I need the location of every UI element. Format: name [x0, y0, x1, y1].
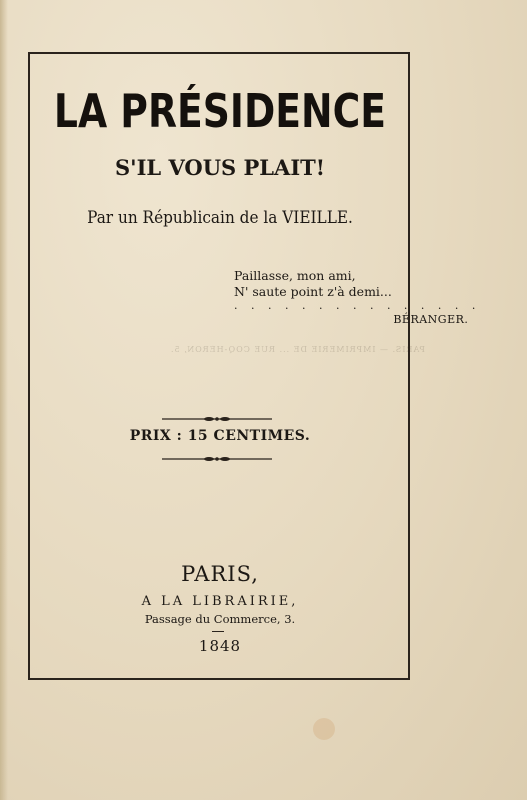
author-byline: Par un Républicain de la VIEILLE. — [87, 208, 353, 228]
epigraph-ellipsis: . . . . . . . . . . . . . . . — [234, 299, 481, 312]
imprint-city: PARIS, — [181, 562, 259, 586]
ornament-rule-bottom — [162, 456, 272, 462]
book-title: LA PRÉSIDENCE — [53, 84, 387, 138]
show-through-text: PARIS. — IMPRIMERIE DE ... RUE COQ-HÉRON, 5. — [170, 345, 425, 354]
book-subtitle: S'IL VOUS PLAIT! — [114, 155, 326, 180]
ornament-rule-top — [162, 416, 272, 422]
paper-stain — [313, 718, 335, 740]
imprint-address: Passage du Commerce, 3. — [144, 612, 296, 626]
page-edge-shadow — [0, 0, 8, 800]
price-label: PRIX : 15 CENTIMES. — [129, 428, 311, 444]
imprint-publisher: A LA LIBRAIRIE, — [141, 594, 299, 609]
epigraph-line-1: Paillasse, mon ami, — [234, 268, 356, 283]
epigraph-line-2: N' saute point z'à demi... — [234, 284, 392, 299]
epigraph-author: BÉRANGER. — [393, 313, 469, 326]
epigraph — [234, 268, 480, 328]
short-rule — [212, 631, 224, 632]
imprint-year: 1848 — [198, 637, 242, 655]
